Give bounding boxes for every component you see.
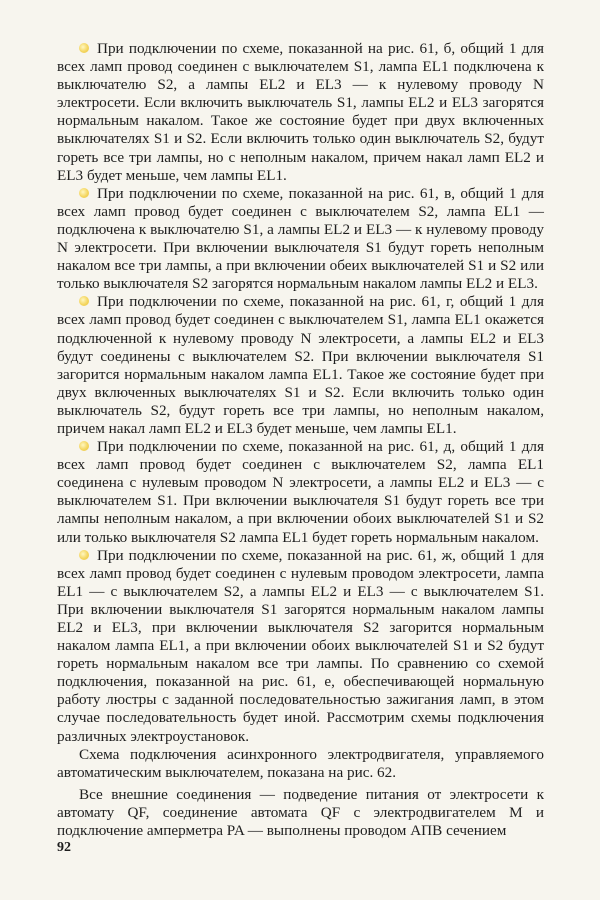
paragraph-scheme-zh [57,547,544,746]
paragraph-text: При подключении по схеме, показанной на рис. 61, ж, общий 1 для всех ламп провод будет соединен с нулевым проводом электросети, лампа EL1 — с выключателем S2, а лампы EL2 и EL3 — с выключателем S1. При включении выключателя S1 загорятся нормальным накалом лампы EL2 и EL3, при включении выключателя S2 загорится нормальным накалом лампа EL1, а при включении обоих выключателей S1 и S2 будут гореть нормальным накалом все три лампы. По сравнению со схемой подключения, показанной на рис. 61, е, обеспечивающей нормальную работу люстры с заданной последовательностью зажигания ламп, в этом случае последовательность будет иной. Рассмотрим схемы подключения различных электроустановок. [57,546,544,745]
paragraph-motor-scheme [57,746,544,782]
paragraph-text: При подключении по схеме, показанной на рис. 61, г, общий 1 для всех ламп провод будет соединен с выключателем S1, лампа EL1 окажется подключенной к нулевому проводу N электросети, а лампы EL2 и EL3 будут соединены с выключателем S2. При включении выключателя S1 загорится нормальным накалом лампа EL1. Такое же состояние будет при двух включенных выключателях S1 и S2. Если включить только один выключатель S2, будут гореть все три лампы, но неполным накалом, причем накал ламп EL2 и EL3 будет меньше, чем лампы EL1. [57,293,544,437]
paragraph-scheme-d [57,438,544,547]
paragraph-scheme-g [57,293,544,438]
paragraph-text: Схема подключения асинхронного электродвигателя, управляемого автоматическим выключателем, показана на рис. 62. [57,745,544,781]
bullet-icon [79,188,89,198]
bullet-icon [79,441,89,451]
body-text [57,40,544,840]
paragraph-scheme-b [57,40,544,185]
bullet-icon [79,550,89,560]
paragraph-scheme-v [57,185,544,294]
paragraph-text: При подключении по схеме, показанной на рис. 61, в, общий 1 для всех ламп провод будет соединен с выключателем S2, лампа EL1 — подключена к выключателю S1, а лампы EL2 и EL3 — к нулевому проводу N электросети. При включении выключателя S1 будут гореть неполным накалом все три лампы, а при включении обеих выключателей S1 и S2 или только выключателя S2 загорятся нормальным накалом лампы EL2 и EL3. [57,184,544,293]
bullet-icon [79,296,89,306]
paragraph-text: При подключении по схеме, показанной на рис. 61, д, общий 1 для всех ламп провод будет соединен с выключателем S2, лампа EL1 соединена с нулевым проводом N электросети, а лампы EL2 и EL3 — с выключателем S1. При включении выключателя S1 будут гореть все три лампы неполным накалом, а при включении обоих выключателей S1 и S2 или только выключателя S2 лампа EL1 будет гореть нормальным накалом. [57,438,544,546]
paragraph-text: При подключении по схеме, показанной на рис. 61, б, общий 1 для всех ламп провод соединен с выключателем S1, лампа EL1 подключена к выключателю S2, а лампы EL2 и EL3 — к нулевому проводу N электросети. Если включить выключатель S1, лампы EL2 и EL3 загорятся нормальным накалом. Такое же состояние будет при двух включенных выключателях S1 и S2. Если включить только один выключатель S2, будут гореть все три лампы, но с неполным накалом, причем накал ламп EL2 и EL3 будет меньше, чем лампы EL1. [57,40,544,184]
paragraph-external-connections [57,786,544,840]
paragraph-text: Все внешние соединения — подведение питания от электросети к автомату QF, соединение автомата QF с электродвигателем M и подключение амперметра PA — выполнены проводом АПВ сечением [57,785,544,840]
page-number: 92 [57,840,71,855]
bullet-icon [79,43,89,53]
